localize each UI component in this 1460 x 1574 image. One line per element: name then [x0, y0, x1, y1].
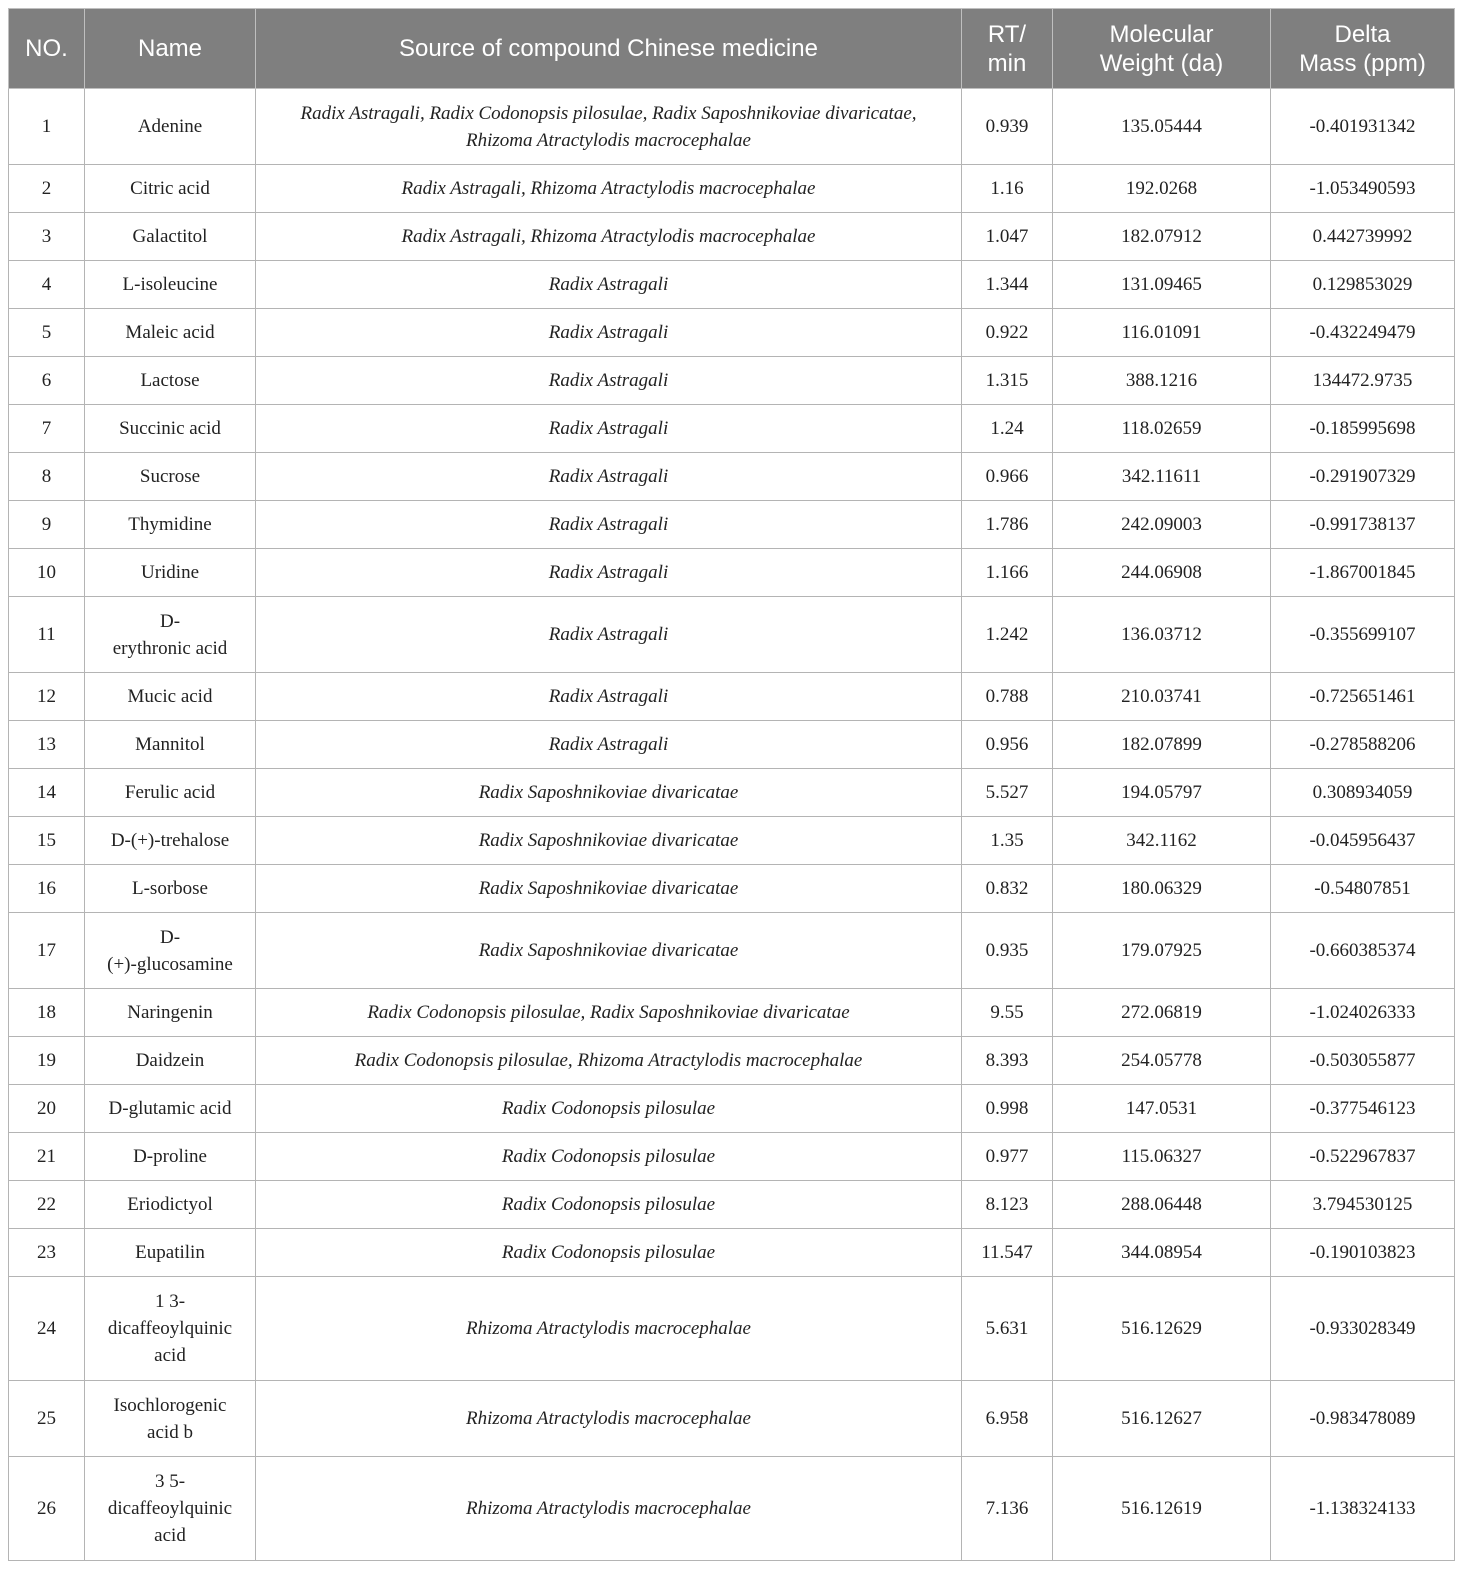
cell-no: 1 [9, 89, 85, 165]
cell-source: Radix Astragali, Rhizoma Atractylodis macrocephalae [256, 165, 962, 213]
cell-name: D-(+)-trehalose [85, 817, 256, 865]
cell-molecular-weight: 194.05797 [1053, 769, 1271, 817]
header-source: Source of compound Chinese medicine [256, 9, 962, 89]
header-delta-mass: Delta Mass (ppm) [1271, 9, 1455, 89]
cell-molecular-weight: 254.05778 [1053, 1037, 1271, 1085]
table-body [9, 89, 1455, 1561]
cell-source: Radix Codonopsis pilosulae [256, 1229, 962, 1277]
cell-no: 15 [9, 817, 85, 865]
cell-no: 25 [9, 1381, 85, 1457]
cell-rt: 0.939 [962, 89, 1053, 165]
cell-molecular-weight: 180.06329 [1053, 865, 1271, 913]
cell-delta-mass: -0.185995698 [1271, 405, 1455, 453]
cell-molecular-weight: 516.12627 [1053, 1381, 1271, 1457]
cell-source: Radix Codonopsis pilosulae [256, 1181, 962, 1229]
cell-no: 8 [9, 453, 85, 501]
table-row [9, 597, 1455, 673]
cell-source: Radix Codonopsis pilosulae, Radix Saposhnikoviae divaricatae [256, 989, 962, 1037]
table-row [9, 1277, 1455, 1381]
compound-table [8, 8, 1455, 1561]
cell-source: Radix Astragali [256, 309, 962, 357]
cell-molecular-weight: 131.09465 [1053, 261, 1271, 309]
cell-rt: 8.123 [962, 1181, 1053, 1229]
header-rt: RT/ min [962, 9, 1053, 89]
compound-table-container [8, 8, 1454, 1561]
cell-name: Uridine [85, 549, 256, 597]
cell-molecular-weight: 516.12619 [1053, 1457, 1271, 1561]
cell-name: D- erythronic acid [85, 597, 256, 673]
table-row [9, 405, 1455, 453]
cell-no: 4 [9, 261, 85, 309]
cell-no: 18 [9, 989, 85, 1037]
cell-name: Succinic acid [85, 405, 256, 453]
cell-rt: 1.315 [962, 357, 1053, 405]
table-row [9, 1457, 1455, 1561]
cell-rt: 7.136 [962, 1457, 1053, 1561]
cell-delta-mass: -0.933028349 [1271, 1277, 1455, 1381]
table-header [9, 9, 1455, 89]
cell-source: Rhizoma Atractylodis macrocephalae [256, 1381, 962, 1457]
header-no: NO. [9, 9, 85, 89]
cell-rt: 1.344 [962, 261, 1053, 309]
cell-rt: 0.788 [962, 673, 1053, 721]
cell-rt: 1.35 [962, 817, 1053, 865]
cell-source: Radix Astragali [256, 549, 962, 597]
table-row [9, 501, 1455, 549]
cell-no: 3 [9, 213, 85, 261]
cell-rt: 6.958 [962, 1381, 1053, 1457]
cell-no: 24 [9, 1277, 85, 1381]
table-row [9, 165, 1455, 213]
cell-rt: 5.527 [962, 769, 1053, 817]
cell-molecular-weight: 244.06908 [1053, 549, 1271, 597]
cell-rt: 0.935 [962, 913, 1053, 989]
cell-delta-mass: -0.725651461 [1271, 673, 1455, 721]
table-row [9, 989, 1455, 1037]
cell-rt: 1.24 [962, 405, 1053, 453]
cell-name: Naringenin [85, 989, 256, 1037]
cell-name: D-glutamic acid [85, 1085, 256, 1133]
cell-molecular-weight: 192.0268 [1053, 165, 1271, 213]
cell-molecular-weight: 272.06819 [1053, 989, 1271, 1037]
cell-rt: 5.631 [962, 1277, 1053, 1381]
cell-source: Radix Astragali [256, 261, 962, 309]
cell-no: 26 [9, 1457, 85, 1561]
table-row [9, 261, 1455, 309]
cell-molecular-weight: 342.11611 [1053, 453, 1271, 501]
cell-no: 11 [9, 597, 85, 673]
cell-no: 7 [9, 405, 85, 453]
cell-name: Eupatilin [85, 1229, 256, 1277]
cell-molecular-weight: 179.07925 [1053, 913, 1271, 989]
cell-source: Radix Astragali, Rhizoma Atractylodis macrocephalae [256, 213, 962, 261]
cell-molecular-weight: 147.0531 [1053, 1085, 1271, 1133]
cell-rt: 8.393 [962, 1037, 1053, 1085]
cell-no: 6 [9, 357, 85, 405]
cell-delta-mass: -0.190103823 [1271, 1229, 1455, 1277]
cell-delta-mass: 134472.9735 [1271, 357, 1455, 405]
cell-delta-mass: -0.54807851 [1271, 865, 1455, 913]
cell-name: Eriodictyol [85, 1181, 256, 1229]
cell-delta-mass: -0.377546123 [1271, 1085, 1455, 1133]
cell-source: Radix Astragali [256, 597, 962, 673]
cell-rt: 0.998 [962, 1085, 1053, 1133]
cell-rt: 1.047 [962, 213, 1053, 261]
table-row [9, 453, 1455, 501]
cell-name: 3 5- dicaffeoylquinic acid [85, 1457, 256, 1561]
cell-rt: 0.922 [962, 309, 1053, 357]
cell-delta-mass: 0.442739992 [1271, 213, 1455, 261]
cell-delta-mass: -0.045956437 [1271, 817, 1455, 865]
header-name: Name [85, 9, 256, 89]
cell-source: Radix Codonopsis pilosulae, Rhizoma Atractylodis macrocephalae [256, 1037, 962, 1085]
cell-no: 5 [9, 309, 85, 357]
cell-rt: 1.242 [962, 597, 1053, 673]
cell-no: 9 [9, 501, 85, 549]
cell-source: Radix Saposhnikoviae divaricatae [256, 769, 962, 817]
cell-name: L-sorbose [85, 865, 256, 913]
cell-delta-mass: -0.503055877 [1271, 1037, 1455, 1085]
cell-rt: 0.966 [962, 453, 1053, 501]
cell-source: Radix Astragali [256, 721, 962, 769]
cell-molecular-weight: 116.01091 [1053, 309, 1271, 357]
cell-source: Radix Saposhnikoviae divaricatae [256, 817, 962, 865]
cell-delta-mass: 0.308934059 [1271, 769, 1455, 817]
cell-source: Radix Codonopsis pilosulae [256, 1133, 962, 1181]
cell-molecular-weight: 118.02659 [1053, 405, 1271, 453]
cell-rt: 1.16 [962, 165, 1053, 213]
cell-rt: 1.166 [962, 549, 1053, 597]
table-row [9, 1381, 1455, 1457]
table-row [9, 357, 1455, 405]
cell-source: Radix Astragali [256, 673, 962, 721]
table-row [9, 769, 1455, 817]
cell-molecular-weight: 182.07912 [1053, 213, 1271, 261]
cell-molecular-weight: 182.07899 [1053, 721, 1271, 769]
cell-name: Mannitol [85, 721, 256, 769]
cell-delta-mass: -0.432249479 [1271, 309, 1455, 357]
cell-name: Daidzein [85, 1037, 256, 1085]
cell-no: 23 [9, 1229, 85, 1277]
cell-name: Sucrose [85, 453, 256, 501]
cell-source: Radix Astragali [256, 357, 962, 405]
cell-molecular-weight: 210.03741 [1053, 673, 1271, 721]
cell-no: 16 [9, 865, 85, 913]
cell-name: Thymidine [85, 501, 256, 549]
cell-no: 21 [9, 1133, 85, 1181]
table-row [9, 1085, 1455, 1133]
header-molecular-weight: Molecular Weight (da) [1053, 9, 1271, 89]
cell-delta-mass: -1.053490593 [1271, 165, 1455, 213]
cell-no: 10 [9, 549, 85, 597]
table-row [9, 673, 1455, 721]
cell-molecular-weight: 388.1216 [1053, 357, 1271, 405]
cell-name: Ferulic acid [85, 769, 256, 817]
cell-source: Radix Codonopsis pilosulae [256, 1085, 962, 1133]
cell-rt: 0.832 [962, 865, 1053, 913]
table-row [9, 309, 1455, 357]
table-row [9, 1133, 1455, 1181]
cell-delta-mass: -0.355699107 [1271, 597, 1455, 673]
cell-molecular-weight: 516.12629 [1053, 1277, 1271, 1381]
cell-delta-mass: 3.794530125 [1271, 1181, 1455, 1229]
table-row [9, 913, 1455, 989]
cell-no: 20 [9, 1085, 85, 1133]
table-row [9, 865, 1455, 913]
cell-source: Radix Astragali [256, 453, 962, 501]
cell-rt: 0.956 [962, 721, 1053, 769]
cell-delta-mass: -1.024026333 [1271, 989, 1455, 1037]
cell-name: Lactose [85, 357, 256, 405]
cell-source: Radix Saposhnikoviae divaricatae [256, 913, 962, 989]
cell-name: 1 3- dicaffeoylquinic acid [85, 1277, 256, 1381]
cell-source: Radix Saposhnikoviae divaricatae [256, 865, 962, 913]
table-row [9, 1229, 1455, 1277]
cell-molecular-weight: 242.09003 [1053, 501, 1271, 549]
cell-name: Mucic acid [85, 673, 256, 721]
cell-delta-mass: -0.291907329 [1271, 453, 1455, 501]
cell-molecular-weight: 344.08954 [1053, 1229, 1271, 1277]
cell-rt: 0.977 [962, 1133, 1053, 1181]
table-row [9, 213, 1455, 261]
cell-no: 12 [9, 673, 85, 721]
cell-delta-mass: -0.991738137 [1271, 501, 1455, 549]
cell-molecular-weight: 342.1162 [1053, 817, 1271, 865]
cell-no: 2 [9, 165, 85, 213]
cell-no: 19 [9, 1037, 85, 1085]
cell-delta-mass: -0.278588206 [1271, 721, 1455, 769]
cell-source: Radix Astragali [256, 501, 962, 549]
table-row [9, 89, 1455, 165]
cell-name: Adenine [85, 89, 256, 165]
cell-rt: 1.786 [962, 501, 1053, 549]
cell-source: Rhizoma Atractylodis macrocephalae [256, 1277, 962, 1381]
cell-name: Maleic acid [85, 309, 256, 357]
cell-no: 13 [9, 721, 85, 769]
cell-no: 14 [9, 769, 85, 817]
cell-delta-mass: -0.522967837 [1271, 1133, 1455, 1181]
cell-molecular-weight: 115.06327 [1053, 1133, 1271, 1181]
cell-name: Isochlorogenic acid b [85, 1381, 256, 1457]
cell-no: 17 [9, 913, 85, 989]
cell-molecular-weight: 288.06448 [1053, 1181, 1271, 1229]
cell-name: D-proline [85, 1133, 256, 1181]
header-row [9, 9, 1455, 89]
cell-delta-mass: 0.129853029 [1271, 261, 1455, 309]
cell-molecular-weight: 136.03712 [1053, 597, 1271, 673]
cell-rt: 9.55 [962, 989, 1053, 1037]
cell-name: L-isoleucine [85, 261, 256, 309]
cell-no: 22 [9, 1181, 85, 1229]
cell-delta-mass: -1.867001845 [1271, 549, 1455, 597]
cell-source: Rhizoma Atractylodis macrocephalae [256, 1457, 962, 1561]
table-row [9, 721, 1455, 769]
cell-name: Citric acid [85, 165, 256, 213]
cell-delta-mass: -0.660385374 [1271, 913, 1455, 989]
cell-name: D- (+)-glucosamine [85, 913, 256, 989]
cell-delta-mass: -0.401931342 [1271, 89, 1455, 165]
cell-rt: 11.547 [962, 1229, 1053, 1277]
cell-delta-mass: -1.138324133 [1271, 1457, 1455, 1561]
cell-source: Radix Astragali [256, 405, 962, 453]
cell-source: Radix Astragali, Radix Codonopsis pilosulae, Radix Saposhnikoviae divaricatae, Rhizoma Atractylodis macrocephalae [256, 89, 962, 165]
cell-delta-mass: -0.983478089 [1271, 1381, 1455, 1457]
cell-molecular-weight: 135.05444 [1053, 89, 1271, 165]
table-row [9, 549, 1455, 597]
table-row [9, 817, 1455, 865]
table-row [9, 1181, 1455, 1229]
table-row [9, 1037, 1455, 1085]
cell-name: Galactitol [85, 213, 256, 261]
